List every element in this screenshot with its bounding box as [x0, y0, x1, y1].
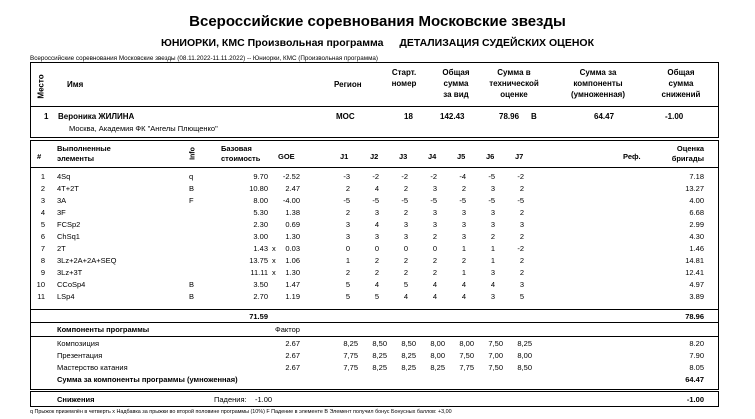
- judge-score: 3: [490, 291, 495, 301]
- element-goe: 1.47: [285, 279, 300, 289]
- judge-score: 2: [432, 231, 437, 241]
- components-total: 64.47: [685, 375, 704, 384]
- pcs-header-line: компоненты: [573, 79, 623, 88]
- judge-score: 3: [461, 207, 466, 217]
- judge-score: 7,50: [488, 339, 503, 348]
- component-factor: 2.67: [285, 339, 300, 348]
- component-factor: 2.67: [285, 351, 300, 360]
- element-panel-score: 4.30: [689, 231, 704, 241]
- components-total-label: Сумма за компоненты программы (умноженная): [57, 375, 238, 384]
- component-name: Презентация: [57, 351, 103, 360]
- judge-score: 3: [374, 207, 379, 217]
- component-name: Мастерство катания: [57, 363, 128, 372]
- judge-score: 3: [403, 219, 408, 229]
- judge-score: 3: [432, 219, 437, 229]
- component-name: Композиция: [57, 339, 100, 348]
- judge-score: 8,00: [459, 339, 474, 348]
- col-goe-header: GOE: [278, 152, 295, 161]
- element-name: 3A: [57, 195, 67, 205]
- col-j3-header: J3: [399, 152, 408, 161]
- judge-score: 2: [432, 255, 437, 265]
- pcs-header-line: (умноженная): [571, 90, 625, 99]
- falls-label: Падения:: [214, 395, 247, 404]
- element-no: 8: [40, 255, 45, 265]
- judge-score: 3: [403, 231, 408, 241]
- judge-score: -2: [430, 172, 437, 181]
- col-element-header-line: элементы: [57, 154, 95, 163]
- judge-score: 3: [374, 231, 379, 241]
- total-segment-header-line: за вид: [443, 90, 469, 99]
- element-goe: 1.30: [285, 231, 300, 241]
- page-subtitle: [0, 37, 755, 49]
- element-base-value: 11.11: [250, 267, 268, 277]
- judge-score: 8,00: [517, 351, 532, 360]
- element-name: 4Sq: [57, 172, 71, 181]
- element-bonus-mark: x: [272, 255, 276, 265]
- element-goe: 2.47: [285, 183, 300, 193]
- start-no-header: [386, 67, 422, 89]
- col-j6-header: J6: [486, 152, 495, 161]
- element-name: 3Lz+3T: [57, 267, 83, 277]
- divider: [30, 167, 719, 168]
- element-name: 3Lz+2A+2A+SEQ: [57, 255, 117, 265]
- element-goe: 0.69: [285, 219, 300, 229]
- judge-score: 2: [519, 183, 524, 193]
- judge-score: 7,00: [488, 351, 503, 360]
- tes-header-line: технической: [489, 79, 539, 88]
- element-info: B: [189, 279, 195, 289]
- pcs-header-line: Сумма за: [579, 68, 617, 77]
- element-goe: 1.30: [285, 267, 300, 277]
- judge-score: 0: [403, 243, 408, 253]
- skater-total-segment: 142.43: [440, 112, 465, 121]
- component-factor: 2.67: [285, 363, 300, 372]
- judge-score: 8,25: [430, 363, 445, 372]
- judge-score: 7,75: [343, 351, 358, 360]
- footnote: q Прыжок приземлён в четверть x Надбавка за прыжки во второй половине программы (10%) F Падение в элементе B Элемент получил бонус Бонусных баллов: +3,00: [30, 409, 452, 415]
- element-goe: -4.00: [282, 195, 300, 205]
- judge-score: 5: [345, 279, 350, 289]
- skater-club: Москва, Академия ФК "Ангелы Плющенко": [69, 124, 218, 133]
- judge-score: 3: [490, 219, 495, 229]
- subtitle-section: ДЕТАЛИЗАЦИЯ СУДЕЙСКИХ ОЦЕНОК: [399, 37, 594, 49]
- judge-score: -2: [401, 172, 408, 181]
- component-panel-score: 8.05: [689, 363, 704, 372]
- pcs-header: [560, 67, 636, 100]
- element-goe: 1.06: [285, 255, 300, 265]
- skater-deductions: -1.00: [665, 112, 684, 121]
- judge-score: 3: [461, 231, 466, 241]
- judge-score: 4: [374, 279, 379, 289]
- judge-score: 2: [374, 255, 379, 265]
- judge-score: 5: [374, 291, 379, 301]
- deductions-label: Снижения: [57, 395, 95, 404]
- divider: [30, 309, 719, 310]
- element-name: 4T+2T: [57, 183, 79, 193]
- judge-score: 5: [519, 291, 524, 301]
- element-name: 3F: [57, 207, 66, 217]
- place-header: Место: [36, 74, 46, 99]
- element-name: ChSq1: [57, 231, 80, 241]
- deductions-box: [30, 391, 719, 407]
- element-info: B: [189, 291, 195, 301]
- judge-score: 2: [374, 267, 379, 277]
- judge-score: 8,25: [372, 351, 387, 360]
- element-goe: 1.19: [285, 291, 300, 301]
- col-no-header: #: [37, 152, 42, 161]
- judge-score: 3: [345, 219, 350, 229]
- name-header: Имя: [67, 80, 84, 89]
- tes-header-line: оценке: [500, 90, 528, 99]
- judge-score: 1: [490, 255, 495, 265]
- element-base-value: 5.30: [253, 207, 268, 217]
- divider: [30, 106, 719, 107]
- skater-name: Вероника ЖИЛИНА: [58, 112, 135, 121]
- element-no: 6: [40, 231, 45, 241]
- tes-header-line: Сумма в: [497, 68, 531, 77]
- judge-score: 7,50: [488, 363, 503, 372]
- element-base-value: 3.00: [253, 231, 268, 241]
- col-panel-header-line: Оценка: [676, 144, 704, 153]
- judge-score: 3: [519, 219, 524, 229]
- judge-score: -2: [517, 172, 524, 181]
- judge-score: 8,25: [401, 363, 416, 372]
- judge-score: 2: [490, 231, 495, 241]
- element-name: 2T: [57, 243, 66, 253]
- judge-score: 5: [403, 279, 408, 289]
- judge-score: 3: [490, 267, 495, 277]
- judge-score: 2: [403, 267, 408, 277]
- judge-score: 4: [461, 291, 466, 301]
- judge-score: 2: [403, 255, 408, 265]
- element-panel-score: 3.89: [689, 291, 704, 301]
- element-no: 1: [40, 172, 45, 181]
- judge-score: -5: [343, 195, 350, 205]
- element-no: 2: [40, 183, 45, 193]
- judge-score: 2: [519, 207, 524, 217]
- falls-value: -1.00: [255, 395, 273, 404]
- element-name: LSp4: [57, 291, 75, 301]
- judge-score: -5: [488, 195, 495, 205]
- elements-panel-total: 78.96: [685, 312, 704, 321]
- judge-score: 2: [519, 231, 524, 241]
- element-bonus-mark: x: [272, 243, 276, 253]
- judge-score: 2: [519, 267, 524, 277]
- judge-score: -5: [488, 172, 495, 181]
- judge-score: 1: [461, 267, 466, 277]
- col-j1-header: J1: [340, 152, 349, 161]
- judge-score: 8,25: [401, 351, 416, 360]
- element-goe: 0.03: [285, 243, 300, 253]
- judge-score: 2: [345, 183, 350, 193]
- judge-score: 2: [345, 207, 350, 217]
- element-no: 9: [40, 267, 45, 277]
- judge-score: -5: [372, 195, 379, 205]
- judge-score: -5: [430, 195, 437, 205]
- element-bonus-mark: x: [272, 267, 276, 277]
- col-panel-header: [660, 144, 704, 164]
- deductions-header: [656, 67, 706, 100]
- judge-score: 1: [461, 243, 466, 253]
- judge-score: 8,50: [517, 363, 532, 372]
- judge-score: 4: [432, 279, 437, 289]
- judge-score: 0: [345, 243, 350, 253]
- judge-score: 2: [519, 255, 524, 265]
- judge-score: 7,50: [459, 351, 474, 360]
- element-panel-score: 12.41: [685, 267, 704, 277]
- skater-region: МОС: [336, 112, 355, 121]
- skater-tes-mark: B: [531, 112, 537, 121]
- event-line: Всероссийские соревнования Московские звезды (08.11.2022-11.11.2022) -- Юниорки, КМС (Произвольная программа): [30, 55, 378, 62]
- element-base-value: 1.43: [253, 243, 268, 253]
- judge-score: -5: [459, 195, 466, 205]
- col-element-header: [57, 144, 111, 164]
- element-no: 7: [40, 243, 45, 253]
- col-base-header-line: Базовая: [221, 144, 252, 153]
- judge-score: -5: [517, 195, 524, 205]
- element-panel-score: 6.68: [689, 207, 704, 217]
- col-j7-header: J7: [515, 152, 524, 161]
- element-panel-score: 4.00: [689, 195, 704, 205]
- element-no: 11: [37, 291, 45, 301]
- judge-score: 8,25: [343, 339, 358, 348]
- judge-score: 1: [490, 243, 495, 253]
- col-ref-header: Реф.: [623, 152, 641, 161]
- judge-score: 2: [432, 267, 437, 277]
- judge-score: 2: [403, 207, 408, 217]
- skater-tes: 78.96: [499, 112, 520, 121]
- judge-score: -2: [372, 172, 379, 181]
- judge-score: -3: [343, 172, 350, 181]
- judge-score: 4: [461, 279, 466, 289]
- element-base-value: 3.50: [253, 279, 268, 289]
- element-panel-score: 1.46: [689, 243, 704, 253]
- element-base-value: 8.00: [253, 195, 268, 205]
- element-info: q: [189, 172, 194, 181]
- elements-base-total: 71.59: [249, 312, 268, 321]
- element-panel-score: 4.97: [689, 279, 704, 289]
- judge-score: 8,00: [430, 351, 445, 360]
- deductions-header-line: снижений: [661, 90, 701, 99]
- factor-header: Фактор: [275, 325, 300, 334]
- start-no-header-line: номер: [391, 79, 417, 88]
- element-base-value: 2.70: [253, 291, 268, 301]
- col-element-header-line: Выполненные: [57, 144, 111, 153]
- judge-score: -5: [401, 195, 408, 205]
- col-info-header: Info: [189, 147, 197, 160]
- judge-score: 8,50: [401, 339, 416, 348]
- judge-score: 2: [345, 267, 350, 277]
- judge-score: 2: [461, 183, 466, 193]
- skater-place: 1: [44, 112, 49, 121]
- judge-score: 3: [432, 183, 437, 193]
- element-base-value: 10.80: [249, 183, 268, 193]
- judge-score: 3: [461, 219, 466, 229]
- element-goe: 1.38: [285, 207, 300, 217]
- element-no: 5: [40, 219, 45, 229]
- element-info: B: [189, 183, 195, 193]
- judge-score: 4: [490, 279, 495, 289]
- judge-score: 4: [374, 219, 379, 229]
- components-header: Компоненты программы: [57, 325, 150, 334]
- start-no-header-line: Старт.: [391, 68, 417, 77]
- element-base-value: 9.70: [253, 172, 268, 181]
- col-j4-header: J4: [428, 152, 437, 161]
- judge-score: 3: [345, 231, 350, 241]
- element-goe: -2.52: [282, 172, 300, 181]
- subtitle-category: ЮНИОРКИ, КМС Произвольная программа: [161, 37, 384, 49]
- judge-score: 7,75: [343, 363, 358, 372]
- element-base-value: 2.30: [253, 219, 268, 229]
- judge-score: 1: [345, 255, 350, 265]
- region-header: Регион: [334, 80, 362, 89]
- element-no: 10: [36, 279, 45, 289]
- judge-score: 8,25: [372, 363, 387, 372]
- divider: [30, 336, 719, 337]
- element-name: CCoSp4: [57, 279, 86, 289]
- total-segment-header: [436, 67, 476, 100]
- col-panel-header-line: бригады: [671, 154, 704, 163]
- judge-score: -4: [459, 172, 466, 181]
- judge-score: 8,25: [517, 339, 532, 348]
- deductions-total: -1.00: [686, 395, 704, 404]
- tes-header: [484, 67, 544, 100]
- element-panel-score: 13.27: [685, 183, 704, 193]
- judge-score: 8,00: [430, 339, 445, 348]
- col-base-header-line: стоимость: [221, 154, 261, 163]
- col-j2-header: J2: [370, 152, 379, 161]
- skater-start-no: 18: [404, 112, 413, 121]
- judge-score: -2: [517, 243, 524, 253]
- element-no: 4: [40, 207, 45, 217]
- component-panel-score: 8.20: [689, 339, 704, 348]
- element-panel-score: 2.99: [689, 219, 704, 229]
- element-info: F: [189, 195, 194, 205]
- judge-score: 4: [374, 183, 379, 193]
- judge-score: 8,50: [372, 339, 387, 348]
- total-segment-header-line: сумма: [443, 79, 469, 88]
- judge-score: 2: [403, 183, 408, 193]
- judge-score: 4: [432, 291, 437, 301]
- judge-score: 0: [432, 243, 437, 253]
- skater-pcs: 64.47: [594, 112, 615, 121]
- judge-score: 7,75: [459, 363, 474, 372]
- judge-score: 3: [490, 183, 495, 193]
- judge-score: 0: [374, 243, 379, 253]
- judge-score: 2: [461, 255, 466, 265]
- element-no: 3: [40, 195, 45, 205]
- judge-score: 3: [432, 207, 437, 217]
- col-base-header: [221, 144, 260, 164]
- col-j5-header: J5: [457, 152, 466, 161]
- element-panel-score: 14.81: [685, 255, 704, 265]
- element-name: FCSp2: [57, 219, 81, 229]
- page-title: Всероссийские соревнования Московские звезды: [189, 13, 566, 30]
- judge-score: 3: [519, 279, 524, 289]
- divider: [30, 322, 719, 323]
- element-panel-score: 7.18: [689, 172, 704, 181]
- element-base-value: 13.75: [249, 255, 268, 265]
- total-segment-header-line: Общая: [442, 68, 470, 77]
- deductions-header-line: Общая: [667, 68, 695, 77]
- judge-score: 3: [490, 207, 495, 217]
- judge-score: 5: [345, 291, 350, 301]
- judge-score: 4: [403, 291, 408, 301]
- deductions-header-line: сумма: [668, 79, 694, 88]
- component-panel-score: 7.90: [689, 351, 704, 360]
